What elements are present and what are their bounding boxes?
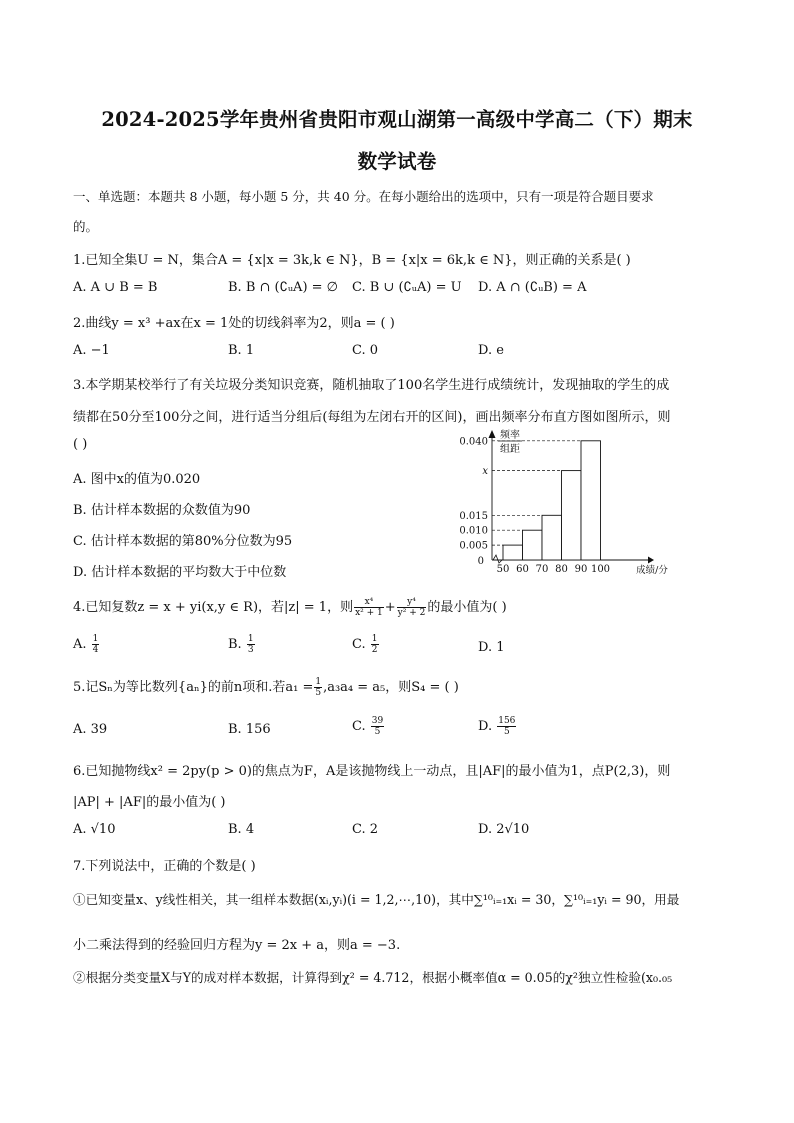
fraction-numerator: x⁴	[354, 597, 384, 608]
x-axis-label: 成绩/分	[636, 565, 668, 576]
question-3-stem-line1: 3.本学期某校举行了有关垃圾分类知识竞赛，随机抽取了100名学生进行成绩统计，发现抽取的学生的成	[73, 378, 670, 393]
option-fraction	[92, 634, 100, 655]
question-1-option-c: C. B ∪ (∁ᵤA) = U	[352, 280, 462, 295]
fraction-numerator: 39	[371, 716, 384, 726]
option-letter: C.	[352, 719, 366, 734]
question-6-stem-line2: |AP| + |AF|的最小值为( )	[73, 795, 226, 810]
question-7-item-1-line2: 小二乘法得到的经验回归方程为y = 2x + a，则a = −3.	[73, 938, 401, 953]
question-2-stem: 2.曲线y = x³ +ax在x = 1处的切线斜率为2，则a = ( )	[73, 316, 395, 331]
x-tick-label: 60	[516, 564, 529, 575]
y-axis-arrow	[489, 430, 496, 438]
x-tick-label: 90	[574, 564, 588, 575]
question-1-option-b: B. B ∩ (∁ᵤA) = ∅	[228, 280, 338, 295]
question-4-option-b	[228, 634, 256, 655]
histogram-bar	[581, 441, 601, 560]
question-4-stem	[73, 596, 507, 618]
question-1-stem: 1.已知全集U = N，集合A = {x|x = 3k,k ∈ N}，B = {x|x = 6k,k ∈ N}，则正确的关系是( )	[73, 253, 631, 268]
x-tick-label: 70	[535, 564, 549, 575]
option-letter: D.	[478, 719, 493, 734]
fraction-denominator: 5	[374, 727, 381, 737]
option-fraction	[371, 634, 379, 655]
question-5-option-d	[478, 716, 517, 737]
question-5-stem	[73, 676, 459, 698]
fraction-denominator: 5	[315, 688, 322, 698]
y-tick-label: 0.005	[459, 540, 488, 552]
question-2-option-c: C. 0	[352, 343, 379, 358]
histogram-bar	[523, 530, 543, 560]
question-7-item-2-line1: ②根据分类变量X与Y的成对样本数据，计算得到χ² = 4.712，根据小概率值α = 0.05的χ²独立性检验(x₀.₀₅	[73, 970, 673, 985]
question-4-option-d: D. 1	[478, 640, 505, 655]
question-5-stem-tail: ,a₃a₄ = a₅，则S₄ = ( )	[323, 680, 459, 695]
question-1-option-a: A. A ∪ B = B	[73, 280, 158, 295]
question-6-stem-line1: 6.已知抛物线x² = 2py(p > 0)的焦点为F，A是该抛物线上一动点，且|AF|的最小值为1，点P(2,3)，则	[73, 764, 671, 779]
histogram-bar	[542, 515, 562, 560]
option-fraction	[371, 716, 384, 737]
fraction-denominator: 3	[247, 645, 254, 655]
question-3-option-a: A. 图中x的值为0.020	[73, 472, 201, 487]
question-3-option-c: C. 估计样本数据的第80%分位数为95	[73, 534, 293, 549]
y-axis-label-bottom: 组距	[500, 444, 520, 455]
question-2-option-d: D. e	[478, 343, 504, 358]
question-4-stem-tail: 的最小值为( )	[427, 600, 507, 615]
question-3-stem-line3: ( )	[73, 437, 88, 452]
question-3-stem-line2: 绩都在50分至100分之间，进行适当分组后(每组为左闭右开的区间)，画出频率分布直方图如图所示，则	[73, 410, 671, 425]
fraction-numerator: 1	[92, 634, 99, 644]
question-5-fraction	[314, 677, 322, 698]
question-5-option-c	[352, 716, 385, 737]
question-4-fraction-2	[397, 597, 427, 618]
question-4-fraction-1	[354, 597, 384, 618]
y-tick-label: 0.040	[459, 436, 488, 448]
question-3-option-b: B. 估计样本数据的众数值为90	[73, 503, 251, 518]
y-axis-label-top: 频率	[500, 430, 520, 441]
axis-break	[493, 555, 502, 563]
option-fraction	[247, 634, 255, 655]
fraction-denominator: y² + 2	[397, 608, 426, 618]
frequency-histogram	[440, 424, 685, 584]
question-7-stem: 7.下列说法中，正确的个数是( )	[73, 859, 256, 874]
histogram-bar	[503, 545, 523, 560]
question-1-option-d: D. A ∩ (∁ᵤB) = A	[478, 280, 587, 295]
option-fraction	[497, 716, 516, 737]
fraction-denominator: 2	[371, 645, 378, 655]
histogram-bar	[562, 471, 582, 560]
question-5-option-b: B. 156	[228, 722, 271, 737]
section-heading: 一、单选题：本题共 8 小题，每小题 5 分，共 40 分。在每小题给出的选项中，只有一项是符合题目要求	[73, 189, 654, 204]
x-tick-label: 80	[555, 564, 568, 575]
option-letter: C.	[352, 637, 366, 652]
question-5-option-a: A. 39	[73, 722, 108, 737]
question-4-option-c	[352, 634, 380, 655]
x-tick-label: 50	[496, 564, 510, 575]
option-letter: A.	[73, 637, 87, 652]
question-6-option-c: C. 2	[352, 822, 379, 837]
fraction-numerator: 156	[498, 716, 516, 726]
question-6-option-b: B. 4	[228, 822, 255, 837]
fraction-denominator: 5	[503, 727, 510, 737]
question-3-option-d: D. 估计样本数据的平均数大于中位数	[73, 565, 287, 580]
question-4-stem-text: 4.已知复数z = x + yi(x,y ∈ R)，若|z| = 1，则	[73, 600, 354, 615]
question-4-option-a	[73, 634, 100, 655]
section-heading-cont: 的。	[73, 219, 99, 234]
fraction-denominator: x² + 1	[355, 608, 383, 618]
exam-title-line2: 数学试卷	[357, 150, 437, 173]
question-7-item-1-line1: ①已知变量x、y线性相关，其一组样本数据(xᵢ,yᵢ)(i = 1,2,⋯,10)，其中∑¹⁰ᵢ₌₁xᵢ = 30，∑¹⁰ᵢ₌₁yᵢ = 90，用最	[73, 892, 680, 907]
question-6-option-d: D. 2√10	[478, 822, 530, 837]
x-axis-arrow	[648, 557, 654, 564]
plus-sign: +	[384, 600, 396, 615]
y-tick-label: 0.010	[459, 525, 488, 537]
fraction-numerator: 1	[371, 634, 378, 644]
y-tick-label: x	[482, 466, 488, 478]
y-tick-label: 0.015	[459, 510, 488, 522]
option-letter: B.	[228, 637, 242, 652]
x-tick-label: 100	[590, 564, 611, 575]
question-5-stem-text: 5.记Sₙ为等比数列{aₙ}的前n项和.若a₁ =	[73, 680, 314, 695]
fraction-numerator: 1	[247, 634, 254, 644]
question-2-option-a: A. −1	[73, 343, 110, 358]
question-2-option-b: B. 1	[228, 343, 255, 358]
origin-label: 0	[477, 556, 484, 567]
fraction-numerator: y⁴	[397, 597, 427, 608]
question-6-option-a: A. √10	[73, 822, 116, 837]
exam-title-line1: 2024-2025学年贵州省贵阳市观山湖第一高级中学高二（下）期末	[101, 108, 693, 131]
fraction-numerator: 1	[315, 677, 322, 687]
fraction-denominator: 4	[92, 645, 99, 655]
